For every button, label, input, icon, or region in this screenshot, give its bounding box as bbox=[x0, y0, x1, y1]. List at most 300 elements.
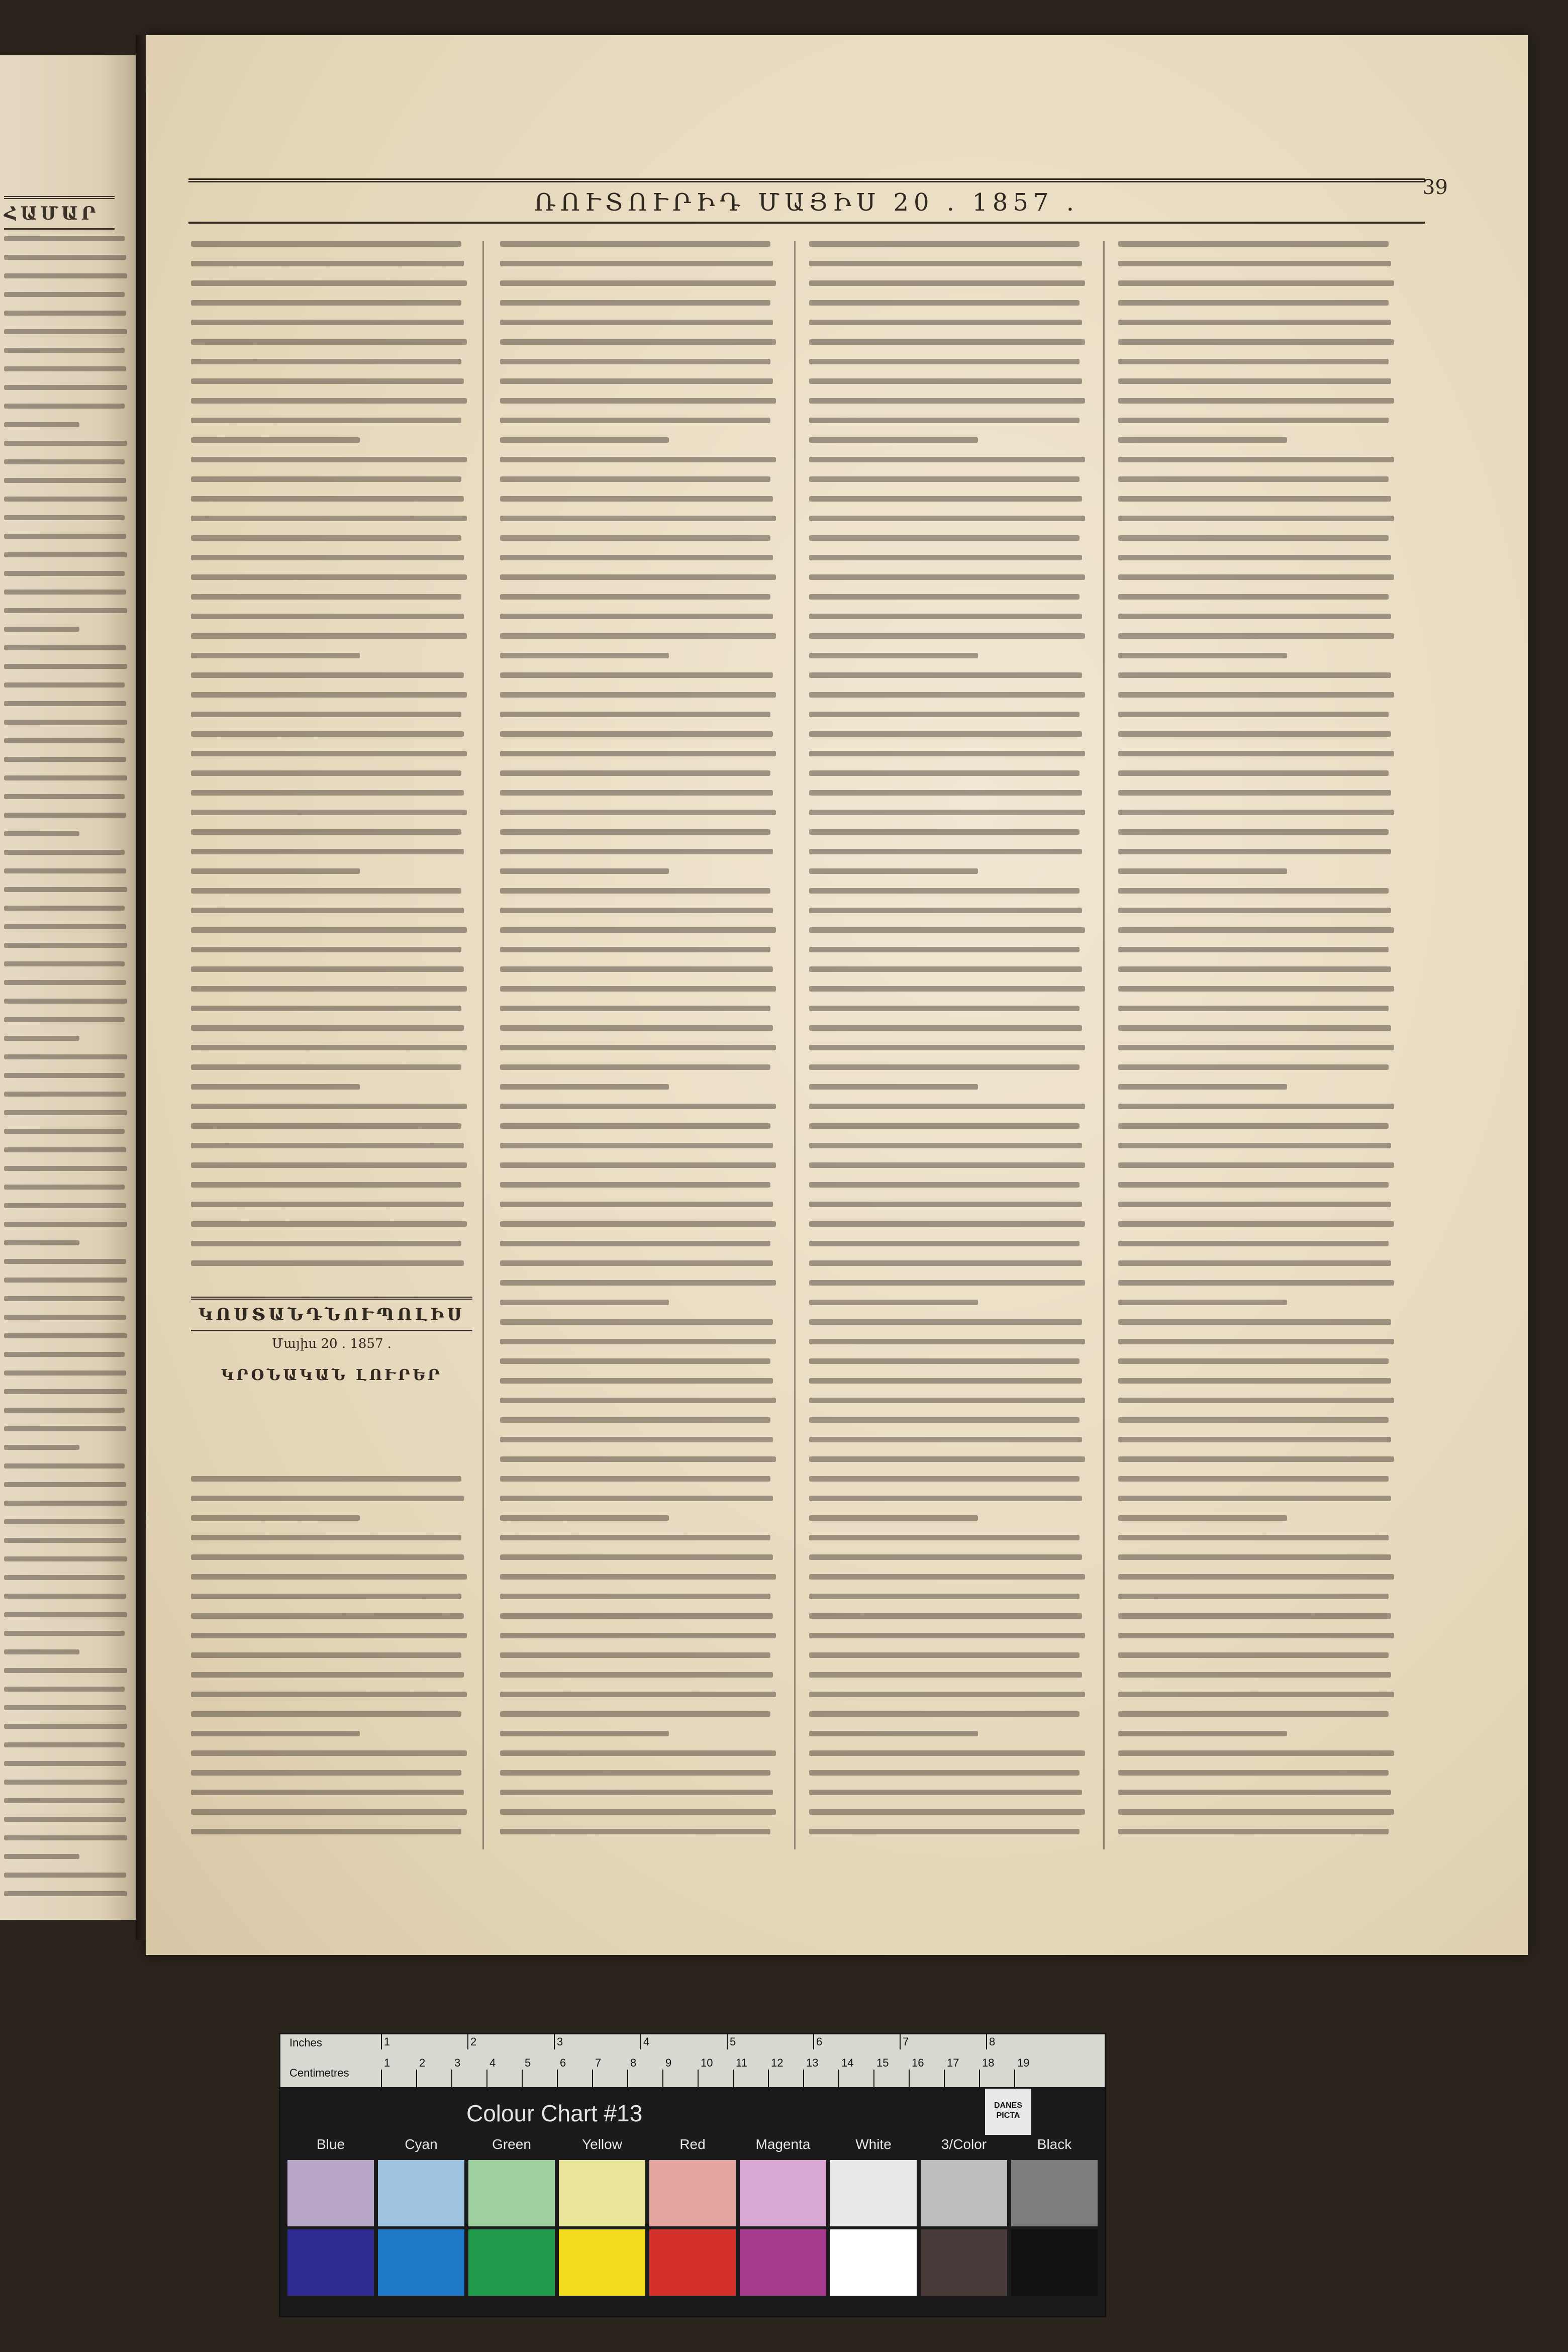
text-line bbox=[500, 1554, 773, 1560]
text-line bbox=[809, 751, 1085, 756]
text-line bbox=[809, 437, 978, 443]
text-line bbox=[809, 888, 1080, 894]
text-line bbox=[4, 497, 127, 502]
text-line bbox=[500, 594, 770, 600]
text-line bbox=[191, 359, 461, 364]
text-line bbox=[500, 1692, 776, 1697]
text-line bbox=[1118, 1790, 1391, 1795]
text-line bbox=[809, 241, 1080, 247]
text-line bbox=[500, 1398, 776, 1403]
text-line bbox=[500, 535, 770, 541]
ruler-inch-number: 4 bbox=[643, 2035, 650, 2048]
text-line bbox=[809, 339, 1085, 345]
text-line bbox=[500, 849, 773, 854]
ruler-cm-number: 7 bbox=[595, 2056, 602, 2069]
text-line bbox=[500, 1378, 773, 1384]
text-line bbox=[809, 1692, 1085, 1697]
text-line bbox=[1118, 1770, 1389, 1776]
colour-patch-light bbox=[1011, 2160, 1098, 2226]
text-line bbox=[191, 868, 360, 874]
text-line bbox=[191, 731, 464, 737]
text-line bbox=[809, 1829, 1080, 1834]
text-line bbox=[809, 1006, 1080, 1011]
text-line bbox=[809, 1535, 1080, 1540]
text-line bbox=[1118, 1064, 1389, 1070]
text-line bbox=[809, 1162, 1085, 1168]
text-line bbox=[809, 986, 1085, 992]
text-line bbox=[809, 712, 1080, 717]
text-line bbox=[4, 552, 127, 557]
colour-patch-solid bbox=[1011, 2229, 1098, 2296]
text-line bbox=[191, 1731, 360, 1736]
text-line bbox=[191, 1613, 464, 1619]
text-line bbox=[4, 1594, 126, 1599]
text-line bbox=[4, 1259, 126, 1264]
text-line bbox=[191, 927, 467, 933]
text-line bbox=[1118, 966, 1391, 972]
text-line bbox=[4, 1278, 127, 1283]
text-line bbox=[4, 515, 125, 520]
text-line bbox=[809, 418, 1080, 423]
text-line bbox=[4, 1352, 125, 1357]
ruler-cm-label: Centimetres bbox=[289, 2067, 349, 2079]
text-line bbox=[191, 418, 461, 423]
text-line bbox=[191, 1633, 467, 1638]
text-line bbox=[500, 1417, 770, 1423]
text-line bbox=[809, 1319, 1082, 1325]
text-line bbox=[500, 1358, 770, 1364]
text-line bbox=[1118, 1672, 1391, 1678]
text-line bbox=[500, 692, 776, 698]
text-line bbox=[809, 476, 1080, 482]
text-line bbox=[191, 986, 467, 992]
text-line bbox=[500, 908, 773, 913]
text-line bbox=[4, 1185, 125, 1190]
ruler-tick bbox=[909, 2070, 910, 2087]
ruler-tick bbox=[873, 2070, 874, 2087]
text-line bbox=[1118, 1456, 1394, 1462]
text-line bbox=[500, 1711, 770, 1717]
text-line bbox=[191, 810, 467, 815]
colour-patch-solid bbox=[921, 2229, 1007, 2296]
text-line bbox=[191, 594, 461, 600]
text-line bbox=[1118, 1280, 1394, 1286]
text-line bbox=[4, 1705, 126, 1710]
text-line bbox=[809, 927, 1085, 933]
ruler-tick bbox=[838, 2070, 839, 2087]
ruler-tick bbox=[813, 2034, 814, 2049]
ruler-tick bbox=[416, 2070, 417, 2087]
text-line bbox=[1118, 1202, 1391, 1207]
text-line bbox=[191, 1535, 461, 1540]
text-line bbox=[500, 1790, 773, 1795]
text-line bbox=[809, 1770, 1080, 1776]
ruler-inch-number: 2 bbox=[470, 2035, 477, 2048]
text-line bbox=[191, 1162, 467, 1168]
column-4 bbox=[1118, 241, 1400, 1848]
text-line bbox=[4, 1854, 79, 1859]
text-line bbox=[809, 261, 1082, 266]
colour-patch-solid bbox=[468, 2229, 555, 2296]
text-line bbox=[4, 404, 125, 409]
column-rule bbox=[482, 241, 484, 1849]
text-line bbox=[4, 980, 126, 985]
text-line bbox=[4, 738, 125, 743]
text-line bbox=[191, 1045, 467, 1050]
text-line bbox=[191, 692, 467, 698]
text-line bbox=[191, 672, 464, 678]
masthead-rule-bottom bbox=[188, 222, 1425, 224]
text-line bbox=[500, 1319, 773, 1325]
text-line bbox=[500, 1182, 770, 1188]
text-line bbox=[809, 908, 1082, 913]
text-line bbox=[1118, 849, 1391, 854]
left-page bbox=[0, 55, 143, 1920]
text-line bbox=[500, 1809, 776, 1815]
ruler-cm-number: 16 bbox=[912, 2056, 924, 2069]
text-line bbox=[1118, 1692, 1394, 1697]
text-line bbox=[500, 653, 669, 658]
text-line bbox=[4, 627, 79, 632]
text-line bbox=[1118, 594, 1389, 600]
text-line bbox=[4, 459, 125, 464]
ruler-tick bbox=[557, 2070, 558, 2087]
text-line bbox=[1118, 829, 1389, 835]
text-line bbox=[191, 320, 464, 325]
text-line bbox=[4, 1017, 125, 1022]
text-line bbox=[4, 1166, 127, 1171]
text-line bbox=[191, 1672, 464, 1678]
text-line bbox=[4, 1333, 127, 1338]
text-line bbox=[1118, 1574, 1394, 1580]
text-line bbox=[500, 1535, 770, 1540]
text-line bbox=[4, 1426, 126, 1431]
text-line bbox=[191, 908, 464, 913]
text-line bbox=[500, 790, 773, 796]
ruler-tick bbox=[592, 2070, 593, 2087]
text-line bbox=[191, 535, 461, 541]
text-line bbox=[500, 1456, 776, 1462]
colour-patch-light bbox=[468, 2160, 555, 2226]
text-line bbox=[191, 1770, 461, 1776]
text-line bbox=[191, 1574, 467, 1580]
text-line bbox=[500, 1437, 773, 1442]
text-line bbox=[191, 398, 467, 404]
ruler bbox=[280, 2034, 1105, 2087]
text-line bbox=[191, 1182, 461, 1188]
text-line bbox=[1118, 1378, 1391, 1384]
text-line bbox=[809, 1437, 1082, 1442]
ruler-cm-number: 13 bbox=[806, 2056, 819, 2069]
text-line bbox=[809, 947, 1080, 952]
text-line bbox=[500, 1084, 669, 1090]
ruler-tick bbox=[986, 2034, 987, 2049]
text-line bbox=[191, 1652, 461, 1658]
text-line bbox=[500, 888, 770, 894]
text-line bbox=[191, 1143, 464, 1148]
text-line bbox=[1118, 1398, 1394, 1403]
colour-patch-light bbox=[559, 2160, 645, 2226]
text-line bbox=[4, 906, 125, 911]
text-line bbox=[4, 1445, 79, 1450]
ruler-tick bbox=[900, 2034, 901, 2049]
ruler-tick bbox=[522, 2070, 523, 2087]
text-line bbox=[500, 966, 773, 972]
danes-picta-logo: DANES PICTA bbox=[985, 2089, 1031, 2135]
text-line bbox=[1118, 810, 1394, 815]
text-line bbox=[1118, 241, 1389, 247]
text-line bbox=[1118, 1025, 1391, 1031]
ruler-cm-number: 14 bbox=[841, 2056, 854, 2069]
text-line bbox=[191, 888, 461, 894]
text-line bbox=[4, 720, 127, 725]
text-line bbox=[191, 555, 464, 560]
text-line bbox=[500, 320, 773, 325]
text-line bbox=[4, 422, 79, 427]
text-line bbox=[4, 1463, 125, 1468]
text-line bbox=[4, 682, 125, 688]
text-line bbox=[1118, 653, 1287, 658]
text-line bbox=[809, 1241, 1080, 1246]
text-line bbox=[1118, 770, 1389, 776]
patch-label: Magenta bbox=[755, 2136, 811, 2152]
text-line bbox=[1118, 692, 1394, 698]
text-line bbox=[809, 1104, 1085, 1109]
text-line bbox=[809, 1221, 1085, 1227]
ruler-tick bbox=[381, 2070, 382, 2087]
text-line bbox=[809, 1750, 1085, 1756]
colour-patch-solid bbox=[559, 2229, 645, 2296]
text-line bbox=[4, 961, 125, 966]
ruler-tick bbox=[640, 2034, 641, 2049]
text-line bbox=[809, 320, 1082, 325]
text-line bbox=[1118, 1750, 1394, 1756]
text-line bbox=[500, 1633, 776, 1638]
text-line bbox=[500, 829, 770, 835]
text-line bbox=[1118, 516, 1394, 521]
text-line bbox=[500, 1104, 776, 1109]
masthead-rule-top bbox=[188, 178, 1425, 182]
text-line bbox=[1118, 672, 1391, 678]
cpolis-heading: ԿՈՍՏԱՆԴՆՈՒՊՈԼԻՍ bbox=[191, 1297, 472, 1331]
text-line bbox=[191, 653, 360, 658]
text-line bbox=[500, 1260, 773, 1266]
ruler-tick bbox=[662, 2070, 663, 2087]
ruler-tick bbox=[698, 2070, 699, 2087]
text-line bbox=[191, 339, 467, 345]
text-line bbox=[1118, 1084, 1287, 1090]
text-line bbox=[1118, 1633, 1394, 1638]
text-line bbox=[4, 1575, 125, 1580]
text-line bbox=[809, 378, 1082, 384]
patch-label: Red bbox=[679, 2136, 706, 2152]
text-line bbox=[191, 1515, 360, 1521]
text-line bbox=[1118, 1496, 1391, 1501]
text-line bbox=[191, 1594, 461, 1599]
text-line bbox=[500, 1162, 776, 1168]
text-line bbox=[809, 496, 1082, 502]
text-line bbox=[191, 849, 464, 854]
text-line bbox=[500, 1672, 773, 1678]
ruler-tick bbox=[627, 2070, 628, 2087]
text-line bbox=[1118, 790, 1391, 796]
cpolis-date: Մայիս 20 . 1857 . bbox=[271, 1336, 392, 1351]
text-line bbox=[4, 1129, 125, 1134]
text-line bbox=[4, 1668, 127, 1673]
ruler-tick bbox=[944, 2070, 945, 2087]
text-line bbox=[809, 359, 1080, 364]
text-line bbox=[191, 633, 467, 639]
text-line bbox=[809, 1260, 1082, 1266]
text-line bbox=[809, 398, 1085, 404]
text-line bbox=[1118, 1417, 1389, 1423]
text-line bbox=[809, 1731, 978, 1736]
text-line bbox=[500, 1750, 776, 1756]
text-line bbox=[809, 1123, 1080, 1129]
ruler-inches-label: Inches bbox=[289, 2036, 322, 2049]
text-line bbox=[500, 751, 776, 756]
text-line bbox=[1118, 751, 1394, 756]
text-line bbox=[191, 1790, 464, 1795]
patch-label: Cyan bbox=[405, 2136, 438, 2152]
masthead-title: ՌՈՒՏՈՒՐԻԴ ՄԱՅԻՍ 20 . 1857 . bbox=[534, 188, 1079, 217]
text-line bbox=[4, 999, 127, 1004]
text-line bbox=[191, 1692, 467, 1697]
ruler-cm-number: 3 bbox=[454, 2056, 461, 2069]
patch-labels bbox=[280, 2132, 1105, 2158]
text-line bbox=[191, 1476, 461, 1482]
colour-patch-solid bbox=[830, 2229, 917, 2296]
text-line bbox=[1118, 339, 1394, 345]
text-line bbox=[500, 261, 773, 266]
chronicle-heading: ԿՐՕՆԱԿԱՆ ԼՈՒՐԵՐ bbox=[221, 1366, 442, 1384]
text-line bbox=[809, 1339, 1085, 1344]
text-line bbox=[4, 1556, 127, 1561]
text-line bbox=[500, 712, 770, 717]
text-line bbox=[191, 751, 467, 756]
text-line bbox=[191, 712, 461, 717]
text-line bbox=[500, 986, 776, 992]
text-line bbox=[4, 1612, 127, 1617]
text-line bbox=[4, 831, 79, 836]
text-line bbox=[500, 339, 776, 345]
text-line bbox=[4, 1817, 126, 1822]
text-line bbox=[809, 1515, 978, 1521]
text-line bbox=[500, 633, 776, 639]
patch-label: 3/Color bbox=[941, 2136, 987, 2152]
text-line bbox=[4, 329, 127, 334]
ruler-inch-number: 8 bbox=[989, 2035, 996, 2048]
text-line bbox=[809, 966, 1082, 972]
ruler-tick bbox=[451, 2070, 452, 2087]
text-line bbox=[500, 1829, 770, 1834]
text-line bbox=[4, 1036, 79, 1041]
text-line bbox=[1118, 712, 1389, 717]
colour-patch-light bbox=[649, 2160, 736, 2226]
text-line bbox=[1118, 986, 1394, 992]
text-line bbox=[500, 1574, 776, 1580]
text-line bbox=[1118, 555, 1391, 560]
text-line bbox=[1118, 359, 1389, 364]
text-line bbox=[4, 1687, 125, 1692]
text-line bbox=[500, 614, 773, 619]
text-line bbox=[1118, 947, 1389, 952]
text-line bbox=[4, 1073, 125, 1078]
text-line bbox=[1118, 1221, 1394, 1227]
text-line bbox=[809, 1300, 978, 1305]
text-line bbox=[4, 366, 126, 371]
text-line bbox=[191, 378, 464, 384]
text-line bbox=[500, 378, 773, 384]
text-line bbox=[4, 1742, 125, 1747]
text-line bbox=[809, 1574, 1085, 1580]
ruler-tick bbox=[486, 2070, 487, 2087]
column-rule bbox=[1103, 241, 1105, 1849]
text-line bbox=[191, 1750, 467, 1756]
text-line bbox=[4, 943, 127, 948]
text-line bbox=[1118, 1143, 1391, 1148]
text-line bbox=[809, 1496, 1082, 1501]
ruler-tick bbox=[554, 2034, 555, 2049]
text-line bbox=[500, 476, 770, 482]
text-line bbox=[4, 1538, 126, 1543]
text-line bbox=[1118, 1613, 1391, 1619]
text-line bbox=[500, 1006, 770, 1011]
text-line bbox=[500, 1202, 773, 1207]
text-line bbox=[809, 868, 978, 874]
text-line bbox=[809, 1202, 1082, 1207]
text-line bbox=[4, 534, 126, 539]
text-line bbox=[500, 1652, 770, 1658]
colour-patch-light bbox=[740, 2160, 826, 2226]
text-line bbox=[191, 1829, 461, 1834]
text-line bbox=[809, 672, 1082, 678]
colour-patch-light bbox=[830, 2160, 917, 2226]
text-line bbox=[4, 868, 126, 873]
ruler-tick bbox=[381, 2034, 382, 2049]
text-line bbox=[1118, 1711, 1389, 1717]
colour-patch-light bbox=[287, 2160, 374, 2226]
ruler-tick bbox=[768, 2070, 769, 2087]
text-line bbox=[809, 535, 1080, 541]
ruler-cm-number: 4 bbox=[489, 2056, 496, 2069]
text-line bbox=[191, 1123, 461, 1129]
text-line bbox=[4, 1408, 125, 1413]
ruler-inch-number: 1 bbox=[384, 2035, 390, 2048]
text-line bbox=[809, 829, 1080, 835]
text-line bbox=[4, 1873, 126, 1878]
text-line bbox=[500, 1594, 770, 1599]
text-line bbox=[1118, 1241, 1389, 1246]
text-line bbox=[1118, 1182, 1389, 1188]
text-line bbox=[809, 1143, 1082, 1148]
text-line bbox=[4, 1110, 127, 1115]
text-line bbox=[1118, 731, 1391, 737]
ruler-cm-number: 8 bbox=[630, 2056, 637, 2069]
text-line bbox=[191, 516, 467, 521]
text-line bbox=[4, 1296, 125, 1301]
text-line bbox=[1118, 1554, 1391, 1560]
text-line bbox=[1118, 1123, 1389, 1129]
ruler-tick bbox=[733, 2070, 734, 2087]
text-line bbox=[4, 311, 126, 316]
text-line bbox=[1118, 1594, 1389, 1599]
text-line bbox=[1118, 1515, 1287, 1521]
text-line bbox=[500, 810, 776, 815]
text-line bbox=[809, 1652, 1080, 1658]
text-line bbox=[500, 300, 770, 306]
text-line bbox=[1118, 1339, 1394, 1344]
